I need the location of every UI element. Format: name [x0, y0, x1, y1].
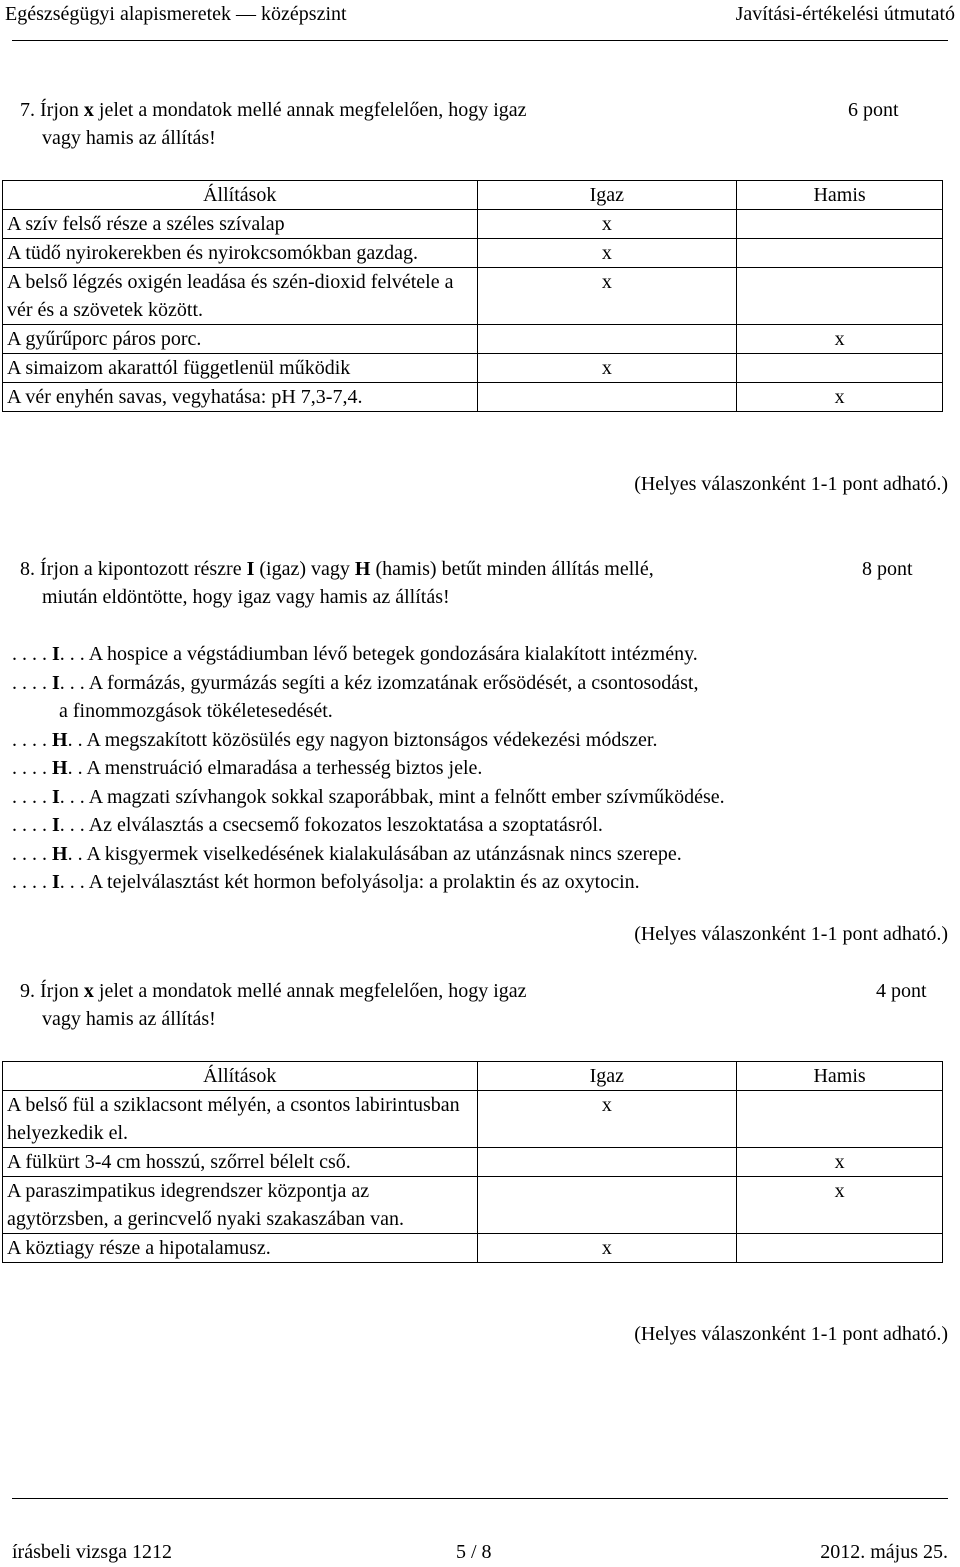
answer-letter: I — [52, 643, 60, 665]
q8-statement — [12, 640, 942, 668]
header-rule — [12, 40, 948, 41]
q8-text-line2: miután eldöntötte, hogy igaz vagy hamis az állítás! — [42, 586, 450, 608]
q8-text-line1: Írjon a kipontozott részre I (igaz) vagy H (hamis) betűt minden állítás mellé, — [40, 558, 654, 580]
footer-rule — [12, 1498, 948, 1499]
answer-dots-after: . . — [67, 728, 83, 751]
col-header-statements: Állítások — [3, 181, 478, 210]
q9-text-line2: vagy hamis az állítás! — [42, 1008, 216, 1030]
q8-statement — [12, 811, 942, 839]
answer-dots-after: . . . — [59, 871, 85, 893]
statement-cell: A simaizom akarattól függetlenül működik — [3, 354, 478, 383]
igaz-mark-cell: x — [477, 354, 737, 383]
q8-statement — [12, 726, 942, 754]
q7-instruction — [20, 96, 660, 152]
q9-scoring-note: (Helyes válaszonként 1-1 pont adható.) — [634, 1323, 948, 1345]
statement-text: A megszakított közösülés egy nagyon biztonságos védekezési módszer. — [86, 728, 658, 751]
bold-token: x — [83, 980, 94, 1002]
statement-cell: A paraszimpatikus idegrendszer központja az agytörzsben, a gerincvelő nyaki szakaszában van. — [3, 1177, 478, 1234]
statement-cell: A fülkürt 3-4 cm hosszú, szőrrel bélelt cső. — [3, 1148, 478, 1177]
statement-text: A tejelválasztást két hormon befolyásolja: a prolaktin és az oxytocin. — [88, 871, 640, 893]
igaz-mark-cell: x — [477, 1234, 737, 1263]
statement-cell: A vér enyhén savas, vegyhatása: pH 7,3-7,4. — [3, 383, 478, 412]
col-header-igaz: Igaz — [477, 181, 737, 210]
statement-cell: A tüdő nyirokerekben és nyirokcsomókban gazdag. — [3, 239, 478, 268]
q8-statement — [12, 840, 942, 868]
igaz-mark-cell — [477, 325, 737, 354]
answer-letter: I — [52, 671, 60, 694]
q9-points: 4 pont — [876, 980, 927, 1002]
footer-exam-code: írásbeli vizsga 1212 — [12, 1541, 172, 1563]
table-row — [3, 268, 943, 325]
hamis-mark-cell: x — [737, 383, 943, 412]
q8-statement — [12, 669, 942, 697]
q8-statement — [12, 783, 942, 811]
answer-dots: . . . . — [12, 643, 47, 665]
q9-line1 — [20, 977, 660, 1005]
igaz-mark-cell: x — [477, 239, 737, 268]
table-row — [3, 383, 943, 412]
q8-instruction — [20, 555, 820, 611]
table-row — [3, 239, 943, 268]
answer-letter: H — [52, 842, 68, 865]
answer-dots-after: . . . — [59, 643, 85, 665]
q7-table — [2, 180, 943, 412]
answer-dots: . . . . — [12, 671, 47, 694]
hamis-mark-cell — [737, 1091, 943, 1148]
answer-dots: . . . . — [12, 757, 47, 779]
bold-token: x — [83, 99, 94, 121]
statement-text: A magzati szívhangok sokkal szaporábbak, mint a felnőtt ember szívműködése. — [88, 785, 725, 808]
answer-dots: . . . . — [12, 871, 47, 893]
q8-statement — [12, 868, 942, 896]
answer-letter: H — [52, 757, 68, 779]
hamis-mark-cell: x — [737, 325, 943, 354]
answer-dots-after: . . — [67, 757, 83, 779]
answer-letter: I — [52, 785, 60, 808]
igaz-mark-cell — [477, 1177, 737, 1234]
igaz-mark-cell: x — [477, 210, 737, 239]
answer-letter: I — [52, 871, 60, 893]
hamis-mark-cell: x — [737, 1177, 943, 1234]
table-row — [3, 354, 943, 383]
table-row — [3, 1091, 943, 1148]
answer-dots-after: . . . — [59, 814, 85, 836]
hamis-mark-cell — [737, 1234, 943, 1263]
answer-letter: H — [52, 728, 68, 751]
q8-statement — [12, 754, 942, 782]
q8-points: 8 pont — [862, 558, 913, 580]
q7-table-header — [3, 181, 943, 210]
q7-text-line2: vagy hamis az állítás! — [42, 127, 216, 149]
answer-dots: . . . . — [12, 728, 47, 751]
statement-text: A kisgyermek viselkedésének kialakulásában az utánzásnak nincs szerepe. — [86, 842, 682, 865]
table-row — [3, 210, 943, 239]
hamis-mark-cell — [737, 268, 943, 325]
q9-number: 9. — [20, 980, 35, 1002]
answer-dots-after: . . . — [59, 785, 85, 808]
answer-dots: . . . . — [12, 814, 47, 836]
q9-instruction — [20, 977, 660, 1033]
statement-cell: A gyűrűporc páros porc. — [3, 325, 478, 354]
q9-table-header — [3, 1062, 943, 1091]
q7-line1 — [20, 96, 660, 124]
statement-cell: A belső légzés oxigén leadása és szén-dioxid felvétele a vér és a szövetek között. — [3, 268, 478, 325]
statement-text: A menstruáció elmaradása a terhesség biztos jele. — [86, 757, 483, 779]
footer-page-number: 5 / 8 — [456, 1541, 492, 1563]
table-row — [3, 1234, 943, 1263]
q7-number: 7. — [20, 99, 35, 121]
table-row — [3, 1148, 943, 1177]
igaz-mark-cell: x — [477, 1091, 737, 1148]
igaz-mark-cell — [477, 1148, 737, 1177]
statement-text: A hospice a végstádiumban lévő betegek gondozására kialakított intézmény. — [88, 643, 698, 665]
hamis-mark-cell — [737, 239, 943, 268]
answer-letter: I — [52, 814, 60, 836]
q9-text-line1: Írjon x jelet a mondatok mellé annak megfelelően, hogy igaz — [40, 980, 527, 1002]
answer-dots: . . . . — [12, 842, 47, 865]
footer-date: 2012. május 25. — [820, 1541, 948, 1563]
col-header-statements: Állítások — [3, 1062, 478, 1091]
igaz-mark-cell — [477, 383, 737, 412]
q8-scoring-note: (Helyes válaszonként 1-1 pont adható.) — [634, 923, 948, 945]
statement-cell: A köztiagy része a hipotalamusz. — [3, 1234, 478, 1263]
q7-points: 6 pont — [848, 99, 899, 121]
q8-line1 — [20, 555, 820, 583]
table-row — [3, 325, 943, 354]
hamis-mark-cell — [737, 210, 943, 239]
hamis-mark-cell: x — [737, 1148, 943, 1177]
header-guide-title: Javítási-értékelési útmutató — [735, 3, 955, 25]
q8-number: 8. — [20, 558, 35, 580]
q7-text-line1: Írjon x jelet a mondatok mellé annak megfelelően, hogy igaz — [40, 99, 527, 121]
hamis-mark-cell — [737, 354, 943, 383]
col-header-hamis: Hamis — [737, 1062, 943, 1091]
statement-text: A formázás, gyurmázás segíti a kéz izomzatának erősödését, a csontosodást, — [88, 671, 699, 694]
col-header-igaz: Igaz — [477, 1062, 737, 1091]
statement-cell: A szív felső része a széles szívalap — [3, 210, 478, 239]
header-exam-title: Egészségügyi alapismeretek — középszint — [5, 3, 347, 25]
col-header-hamis: Hamis — [737, 181, 943, 210]
q9-table — [2, 1061, 943, 1263]
statement-cell: A belső fül a sziklacsont mélyén, a csontos labirintusban helyezkedik el. — [3, 1091, 478, 1148]
igaz-mark-cell: x — [477, 268, 737, 325]
page-header — [0, 0, 960, 40]
statement-continuation: a finommozgások tökéletesedését. — [59, 700, 333, 722]
statement-text: Az elválasztás a csecsemő fokozatos leszoktatása a szoptatásról. — [88, 814, 603, 836]
q7-scoring-note: (Helyes válaszonként 1-1 pont adható.) — [634, 473, 948, 495]
bold-token: H — [354, 558, 371, 580]
bold-token: I — [246, 558, 255, 580]
answer-dots-after: . . — [67, 842, 83, 865]
table-row — [3, 1177, 943, 1234]
answer-dots-after: . . . — [59, 671, 85, 694]
answer-dots: . . . . — [12, 785, 47, 808]
